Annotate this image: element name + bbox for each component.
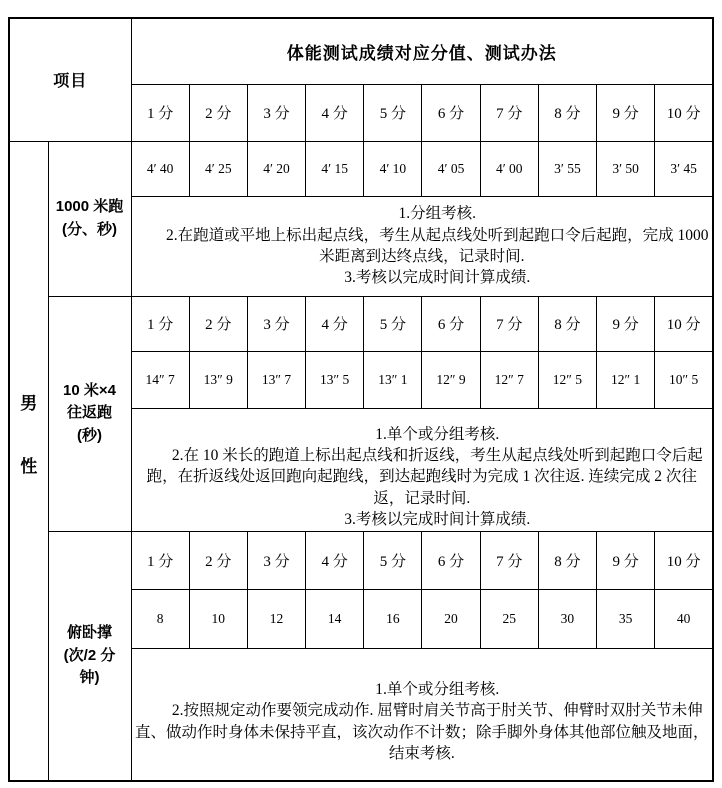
value-cell: 3′ 55 xyxy=(538,141,596,196)
score-header-cell: 10 分 xyxy=(655,296,713,351)
method-step: 1.单个或分组考核. xyxy=(375,681,500,698)
item-label-line: (秒) xyxy=(77,426,102,444)
value-cell: 12″ 1 xyxy=(597,351,655,408)
score-header-cell: 5 分 xyxy=(364,531,422,589)
score-header-cell: 3 分 xyxy=(247,296,305,351)
score-header-cell: 9 分 xyxy=(597,531,655,589)
score-header-cell: 4 分 xyxy=(306,296,364,351)
method-step: 2.按照规定动作要领完成动作. 屈臂时肩关节高于肘关节、伸臂时双肘关节未伸直、做动作时身体未保持平直，该次动作不计数；除手脚外身体其他部位触及地面，结束考核. xyxy=(135,702,709,763)
item-label-line: 钟) xyxy=(79,669,100,686)
item-cell-shuttle-run xyxy=(48,296,131,531)
method-step: 3.考核以完成时间计算成绩. xyxy=(344,511,531,529)
value-cell: 12″ 7 xyxy=(480,351,538,408)
score-header-cell: 5 分 xyxy=(364,84,422,141)
value-cell: 30 xyxy=(538,589,596,648)
score-header-cell: 6 分 xyxy=(422,296,480,351)
score-header-cell: 1 分 xyxy=(131,84,189,141)
value-cell: 12″ 5 xyxy=(538,351,596,408)
score-header-cell: 7 分 xyxy=(480,531,538,589)
value-cell: 4′ 25 xyxy=(189,141,247,196)
value-cell: 4′ 00 xyxy=(480,141,538,196)
score-header-cell: 3 分 xyxy=(247,84,305,141)
value-cell: 13″ 5 xyxy=(306,351,364,408)
project-header-cell: 项目 xyxy=(9,18,131,141)
score-header-cell: 6 分 xyxy=(422,84,480,141)
score-header-cell: 7 分 xyxy=(480,84,538,141)
score-header-cell: 2 分 xyxy=(189,84,247,141)
score-header-cell: 5 分 xyxy=(364,296,422,351)
score-header-cell: 2 分 xyxy=(189,296,247,351)
score-header-cell: 7 分 xyxy=(480,296,538,351)
table-title-cell: 体能测试成绩对应分值、测试办法 xyxy=(131,18,713,84)
value-cell: 20 xyxy=(422,589,480,648)
value-cell: 4′ 10 xyxy=(364,141,422,196)
methods-cell-1000m xyxy=(131,196,713,296)
score-header-cell: 10 分 xyxy=(655,531,713,589)
value-cell: 13″ 7 xyxy=(247,351,305,408)
item-label-line: 俯卧撑 xyxy=(67,624,113,641)
score-header-cell: 1 分 xyxy=(131,531,189,589)
score-header-cell: 8 分 xyxy=(538,296,596,351)
header-row xyxy=(9,18,713,84)
item-label-line: 1000 米跑 xyxy=(55,198,124,215)
score-header-cell: 3 分 xyxy=(247,531,305,589)
value-cell: 4′ 15 xyxy=(306,141,364,196)
value-cell: 10″ 5 xyxy=(655,351,713,408)
score-header-cell: 4 分 xyxy=(306,84,364,141)
value-cell: 40 xyxy=(655,589,713,648)
value-cell: 10 xyxy=(189,589,247,648)
score-header-cell: 10 分 xyxy=(655,84,713,141)
score-header-row-2 xyxy=(9,296,713,351)
score-header-cell: 8 分 xyxy=(538,531,596,589)
item-cell-pushup xyxy=(48,531,131,781)
score-header-cell: 6 分 xyxy=(422,531,480,589)
item-label-line: (分、秒) xyxy=(62,220,117,238)
value-cell: 14″ 7 xyxy=(131,351,189,408)
method-step: 1.分组考核. xyxy=(398,205,477,223)
fitness-test-table xyxy=(8,17,714,782)
value-cell: 4′ 20 xyxy=(247,141,305,196)
value-cell: 4′ 05 xyxy=(422,141,480,196)
value-cell: 35 xyxy=(597,589,655,648)
value-cell: 12 xyxy=(247,589,305,648)
value-cell: 25 xyxy=(480,589,538,648)
item-label-line: 10 米×4 xyxy=(63,381,116,399)
method-step: 3.考核以完成时间计算成绩. xyxy=(344,269,531,287)
method-step: 2.在 10 米长的跑道上标出起点线和折返线，考生从起点线处听到起跑口令后起跑，在折返线处返回跑向起跑线，到达起跑线时为完成 1 次往返. 连续完成 2 次往返，记录时间. xyxy=(146,446,703,507)
value-cell: 13″ 1 xyxy=(364,351,422,408)
value-cell: 13″ 9 xyxy=(189,351,247,408)
gender-char-sex: 性 xyxy=(20,457,38,477)
value-cell: 4′ 40 xyxy=(131,141,189,196)
item-label-line: 往返跑 xyxy=(67,404,113,422)
gender-label xyxy=(10,389,48,477)
methods-cell-pushup xyxy=(131,648,713,781)
score-header-cell: 9 分 xyxy=(597,296,655,351)
value-cell: 3′ 50 xyxy=(597,141,655,196)
value-cell: 12″ 9 xyxy=(422,351,480,408)
score-header-cell: 9 分 xyxy=(597,84,655,141)
score-header-cell: 8 分 xyxy=(538,84,596,141)
score-header-row-3 xyxy=(9,531,713,589)
methods-cell-shuttle xyxy=(131,408,713,531)
run-1000m-values-row xyxy=(9,141,713,196)
score-header-cell: 1 分 xyxy=(131,296,189,351)
score-header-cell: 2 分 xyxy=(189,531,247,589)
item-label-line: (次/2 分 xyxy=(63,646,116,664)
gender-char-male: 男 xyxy=(20,394,38,414)
item-cell-1000m-run xyxy=(48,141,131,296)
gender-cell xyxy=(9,141,48,781)
value-cell: 14 xyxy=(306,589,364,648)
value-cell: 8 xyxy=(131,589,189,648)
score-header-cell: 4 分 xyxy=(306,531,364,589)
method-step: 2.在跑道或平地上标出起点线，考生从起点线处听到起跑口令后起跑，完成 1000 米距离到达终点线，记录时间. xyxy=(166,226,709,265)
method-step: 1.单个或分组考核. xyxy=(375,425,500,443)
value-cell: 16 xyxy=(364,589,422,648)
value-cell: 3′ 45 xyxy=(655,141,713,196)
